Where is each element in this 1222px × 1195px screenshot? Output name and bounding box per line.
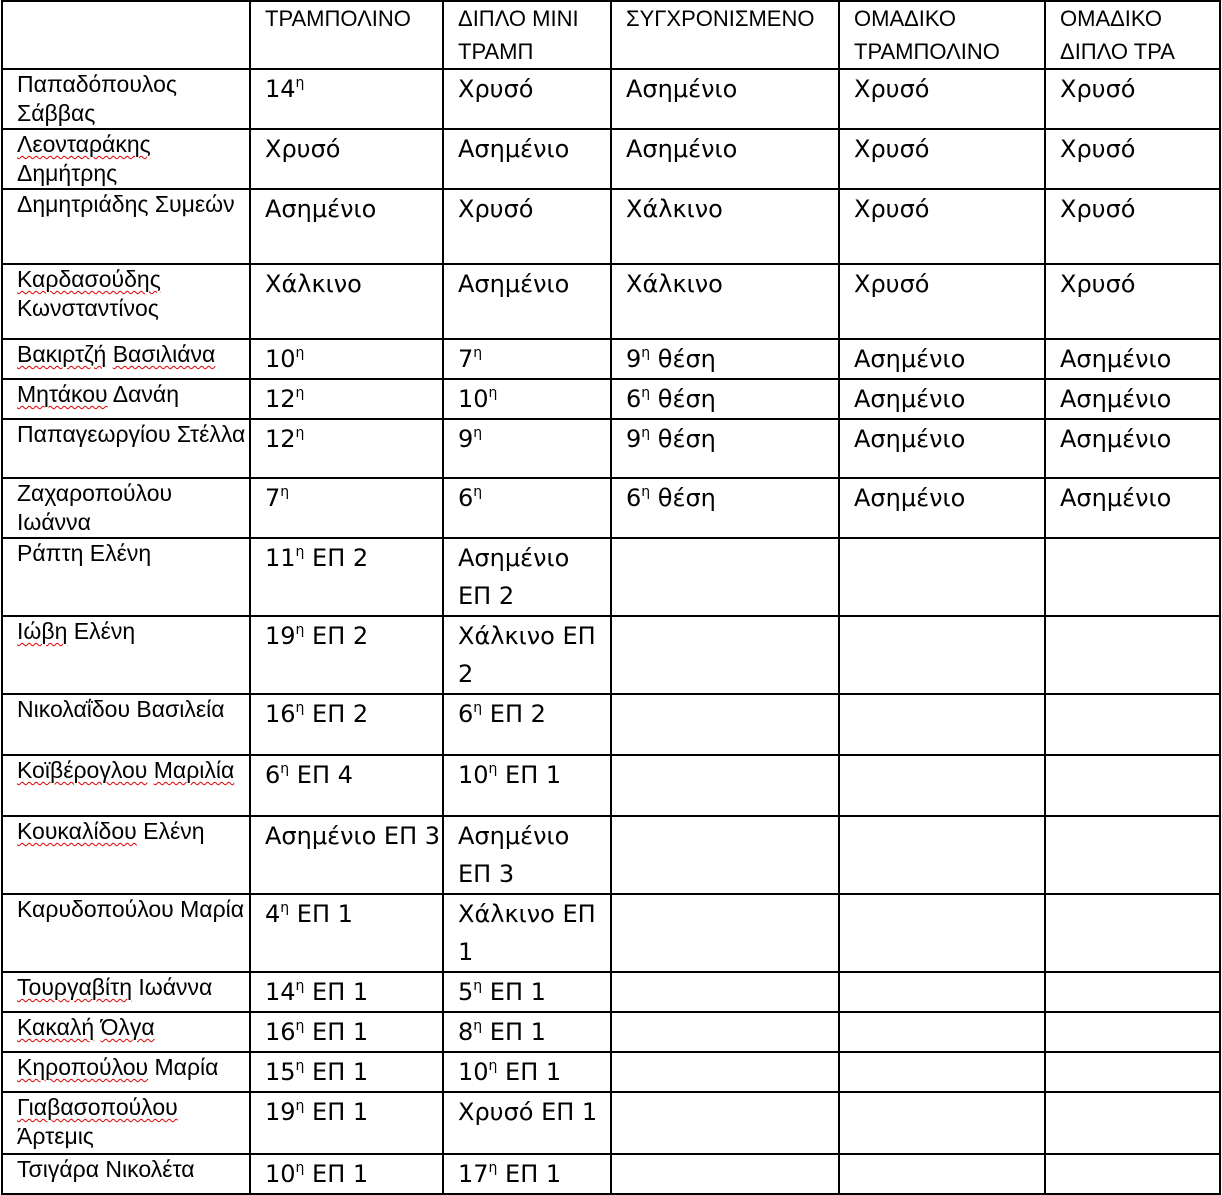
athlete-name-cell (2, 419, 250, 478)
result-cell (839, 894, 1045, 972)
name-word: Στέλλα (176, 421, 246, 447)
ordinal-suffix: η (473, 484, 483, 500)
ordinal-suffix: η (295, 425, 305, 441)
header-cell-team-double: ΟΜΑΔΙΚΟ ΔΙΠΛΟ ΤΡΑ (1045, 1, 1220, 69)
result-cell (1045, 616, 1220, 694)
name-word: Άρτεμις (17, 1123, 94, 1149)
header-cell-empty (2, 1, 250, 69)
result-cell: Χρυσό (250, 129, 443, 189)
result-cell (611, 616, 839, 694)
result-cell: Ασημένιο ΕΠ 3 (443, 816, 611, 894)
ordinal-suffix: η (295, 1160, 305, 1176)
name-word: Κωνσταντίνος (17, 295, 159, 321)
result-cell: $9^\eta$ θέση (611, 339, 839, 379)
name-word: Βασιλιάνα (112, 341, 216, 367)
result-cell (611, 1052, 839, 1092)
name-word: Ιωάννα (17, 509, 91, 535)
result-cell: Ασημένιο (1045, 478, 1220, 538)
ordinal-suffix: η (641, 385, 651, 401)
result-cell (1045, 1012, 1220, 1052)
ordinal-suffix: η (295, 1098, 305, 1114)
result-cell: $7^\eta$ (250, 478, 443, 538)
ordinal-suffix: η (280, 484, 290, 500)
result-cell: $15^\eta$ ΕΠ 1 (250, 1052, 443, 1092)
table-row (2, 379, 1220, 419)
athlete-name-cell (2, 264, 250, 339)
result-cell: $6^\eta$ θέση (611, 478, 839, 538)
ordinal-suffix: η (295, 1058, 305, 1074)
athlete-name-cell (2, 816, 250, 894)
table-row (2, 816, 1220, 894)
result-cell: Ασημένιο (839, 478, 1045, 538)
ordinal-suffix: η (295, 75, 305, 91)
athlete-name-cell (2, 379, 250, 419)
name-word: Νικολέτα (105, 1156, 195, 1182)
name-word: Σάββας (17, 100, 96, 126)
result-cell: $19^\eta$ ΕΠ 1 (250, 1092, 443, 1154)
result-cell (611, 694, 839, 755)
table-row (2, 69, 1220, 129)
table-row (2, 478, 1220, 538)
athlete-name-cell (2, 1052, 250, 1092)
name-word: Ελένη (143, 818, 205, 844)
ordinal-suffix: η (295, 978, 305, 994)
result-cell: Ασημένιο (1045, 419, 1220, 478)
name-word: Ζαχαροπούλου (17, 480, 173, 506)
table-row (2, 419, 1220, 478)
result-cell: $10^\eta$ (250, 339, 443, 379)
name-word: Δανάη (112, 381, 179, 407)
ordinal-suffix: η (473, 1018, 483, 1034)
result-cell (1045, 894, 1220, 972)
name-word: Ιωάννα (138, 974, 213, 1000)
results-table (1, 0, 1221, 1195)
ordinal-suffix: η (641, 345, 651, 361)
name-word: Γιαβασοπούλου (17, 1094, 178, 1120)
name-word: Λεονταράκης (17, 131, 151, 157)
result-cell: $10^\eta$ ΕΠ 1 (443, 1052, 611, 1092)
name-word: Δημητριάδης (17, 191, 149, 217)
athlete-name-cell (2, 1012, 250, 1052)
athlete-name-cell (2, 694, 250, 755)
result-cell: Χάλκινο (611, 264, 839, 339)
name-word: Κουκαλίδου (17, 818, 137, 844)
name-word: Ράπτη (17, 540, 84, 566)
name-word: Ελένη (73, 618, 136, 644)
athlete-name-cell (2, 1154, 250, 1194)
table-row (2, 129, 1220, 189)
result-cell: $17^\eta$ ΕΠ 1 (443, 1154, 611, 1194)
table-row (2, 894, 1220, 972)
header-cell-team-trampoline: ΟΜΑΔΙΚΟ ΤΡΑΜΠΟΛΙΝΟ (839, 1, 1045, 69)
result-cell: Χάλκινο ΕΠ 1 (443, 894, 611, 972)
name-word: Βακιρτζή (17, 341, 107, 367)
table-header-row (2, 1, 1220, 69)
result-cell: Ασημένιο (250, 189, 443, 264)
result-cell (839, 816, 1045, 894)
table-row (2, 1154, 1220, 1194)
result-cell: Χρυσό (839, 189, 1045, 264)
result-cell (1045, 972, 1220, 1012)
result-cell: $14^\eta$ ΕΠ 1 (250, 972, 443, 1012)
result-cell (1045, 755, 1220, 816)
table-body (2, 69, 1220, 1194)
table-row (2, 538, 1220, 616)
result-cell (839, 755, 1045, 816)
name-word: Ελένη (89, 540, 152, 566)
ordinal-suffix: η (488, 1160, 498, 1176)
result-cell: Χρυσό (839, 69, 1045, 129)
athlete-name-cell (2, 69, 250, 129)
result-cell (839, 538, 1045, 616)
result-cell: $9^\eta$ (443, 419, 611, 478)
name-word: Παπαγεωργίου (17, 421, 171, 447)
result-cell (1045, 694, 1220, 755)
table-row (2, 1092, 1220, 1154)
result-cell: $8^\eta$ ΕΠ 1 (443, 1012, 611, 1052)
result-cell: $16^\eta$ ΕΠ 2 (250, 694, 443, 755)
ordinal-suffix: η (295, 622, 305, 638)
result-cell: Χρυσό (1045, 264, 1220, 339)
result-cell: $19^\eta$ ΕΠ 2 (250, 616, 443, 694)
name-word: Νικολαΐδου (17, 696, 131, 722)
result-cell: $14^\eta$ (250, 69, 443, 129)
result-cell: Χρυσό ΕΠ 1 (443, 1092, 611, 1154)
result-cell (1045, 1092, 1220, 1154)
result-cell: $16^\eta$ ΕΠ 1 (250, 1012, 443, 1052)
result-cell (839, 1154, 1045, 1194)
result-cell (611, 894, 839, 972)
ordinal-suffix: η (295, 1018, 305, 1034)
result-cell: Χρυσό (1045, 129, 1220, 189)
result-cell: $12^\eta$ (250, 419, 443, 478)
result-cell: Ασημένιο ΕΠ 3 (250, 816, 443, 894)
name-word: Παπαδόπουλος (17, 71, 177, 97)
ordinal-suffix: η (488, 761, 498, 777)
table-row (2, 972, 1220, 1012)
name-word: Μαρία (154, 1054, 219, 1080)
ordinal-suffix: η (295, 385, 305, 401)
result-cell: $12^\eta$ (250, 379, 443, 419)
ordinal-suffix: η (280, 761, 290, 777)
result-cell (1045, 816, 1220, 894)
ordinal-suffix: η (295, 544, 305, 560)
name-word: Μαριλία (153, 757, 235, 783)
result-cell: $6^\eta$ ΕΠ 4 (250, 755, 443, 816)
result-cell: Χρυσό (839, 129, 1045, 189)
result-cell: Ασημένιο (839, 339, 1045, 379)
result-cell: Ασημένιο (1045, 339, 1220, 379)
name-word: Κηροπούλου (17, 1054, 149, 1080)
result-cell (1045, 538, 1220, 616)
ordinal-suffix: η (280, 900, 290, 916)
ordinal-suffix: η (473, 345, 483, 361)
result-cell: $10^\eta$ ΕΠ 1 (443, 755, 611, 816)
name-word: Συμεών (154, 191, 235, 217)
ordinal-suffix: η (488, 385, 498, 401)
name-word: Μαρία (180, 896, 245, 922)
table-row (2, 1052, 1220, 1092)
result-cell: $6^\eta$ θέση (611, 379, 839, 419)
athlete-name-cell (2, 478, 250, 538)
result-cell (611, 755, 839, 816)
name-word: Τουργαβίτη (17, 974, 132, 1000)
athlete-name-cell (2, 189, 250, 264)
result-cell (839, 616, 1045, 694)
result-cell: Χρυσό (1045, 69, 1220, 129)
result-cell: $4^\eta$ ΕΠ 1 (250, 894, 443, 972)
athlete-name-cell (2, 1092, 250, 1154)
athlete-name-cell (2, 755, 250, 816)
ordinal-suffix: η (488, 1058, 498, 1074)
name-word: Τσιγάρα (17, 1156, 100, 1182)
result-cell: $7^\eta$ (443, 339, 611, 379)
result-cell: Ασημένιο (443, 264, 611, 339)
result-cell (611, 1092, 839, 1154)
athlete-name-cell (2, 129, 250, 189)
result-cell (611, 1012, 839, 1052)
athlete-name-cell (2, 616, 250, 694)
result-cell: Ασημένιο (839, 419, 1045, 478)
result-cell: Χρυσό (443, 189, 611, 264)
result-cell (839, 1012, 1045, 1052)
result-cell (839, 972, 1045, 1012)
ordinal-suffix: η (473, 425, 483, 441)
result-cell: $6^\eta$ (443, 478, 611, 538)
result-cell (839, 1052, 1045, 1092)
header-cell-trampoline: ΤΡΑΜΠΟΛΙΝΟ (250, 1, 443, 69)
result-cell: $11^\eta$ ΕΠ 2 (250, 538, 443, 616)
result-cell: Ασημένιο (1045, 379, 1220, 419)
result-cell (839, 1092, 1045, 1154)
athlete-name-cell (2, 538, 250, 616)
result-cell: Χρυσό (839, 264, 1045, 339)
result-cell: $6^\eta$ ΕΠ 2 (443, 694, 611, 755)
result-cell: $5^\eta$ ΕΠ 1 (443, 972, 611, 1012)
table-row (2, 694, 1220, 755)
result-cell (611, 816, 839, 894)
ordinal-suffix: η (295, 345, 305, 361)
result-cell: $10^\eta$ (443, 379, 611, 419)
result-cell: Χρυσό (1045, 189, 1220, 264)
result-cell (611, 538, 839, 616)
table-row (2, 339, 1220, 379)
name-word: Καρδασούδης (17, 266, 161, 292)
name-word: Καρυδοπούλου (17, 896, 174, 922)
ordinal-suffix: η (641, 484, 651, 500)
result-cell: Χάλκινο ΕΠ 2 (443, 616, 611, 694)
result-cell: Ασημένιο (443, 129, 611, 189)
name-word: Κοϊβέρογλου (17, 757, 148, 783)
name-word: Μητάκου (17, 381, 108, 407)
ordinal-suffix: η (641, 425, 651, 441)
name-word: Κακαλή (17, 1014, 95, 1040)
table-row (2, 1012, 1220, 1052)
header-cell-synchronized: ΣΥΓΧΡΟΝΙΣΜΕΝΟ (611, 1, 839, 69)
result-cell (611, 972, 839, 1012)
athlete-name-cell (2, 894, 250, 972)
table-row (2, 189, 1220, 264)
name-word: Ιώβη (17, 618, 68, 644)
result-cell: Ασημένιο (611, 129, 839, 189)
result-cell (1045, 1052, 1220, 1092)
result-cell: Χάλκινο (250, 264, 443, 339)
table-row (2, 616, 1220, 694)
result-cell: Ασημένιο (839, 379, 1045, 419)
result-cell: Ασημένιο (611, 69, 839, 129)
result-cell: Χάλκινο (611, 189, 839, 264)
name-word: Βασιλεία (136, 696, 225, 722)
name-word: Όλγα (100, 1014, 155, 1040)
result-cell: $10^\eta$ ΕΠ 1 (250, 1154, 443, 1194)
result-cell: Χρυσό (443, 69, 611, 129)
athlete-name-cell (2, 339, 250, 379)
ordinal-suffix: η (295, 700, 305, 716)
header-cell-double-mini: ΔΙΠΛΟ ΜΙΝΙ ΤΡΑΜΠ (443, 1, 611, 69)
result-cell (839, 694, 1045, 755)
table-row (2, 264, 1220, 339)
name-word: Δημήτρης (17, 160, 118, 186)
table-row (2, 755, 1220, 816)
ordinal-suffix: η (473, 978, 483, 994)
result-cell: Ασημένιο ΕΠ 2 (443, 538, 611, 616)
result-cell: $9^\eta$ θέση (611, 419, 839, 478)
result-cell (611, 1154, 839, 1194)
result-cell (1045, 1154, 1220, 1194)
ordinal-suffix: η (473, 700, 483, 716)
athlete-name-cell (2, 972, 250, 1012)
